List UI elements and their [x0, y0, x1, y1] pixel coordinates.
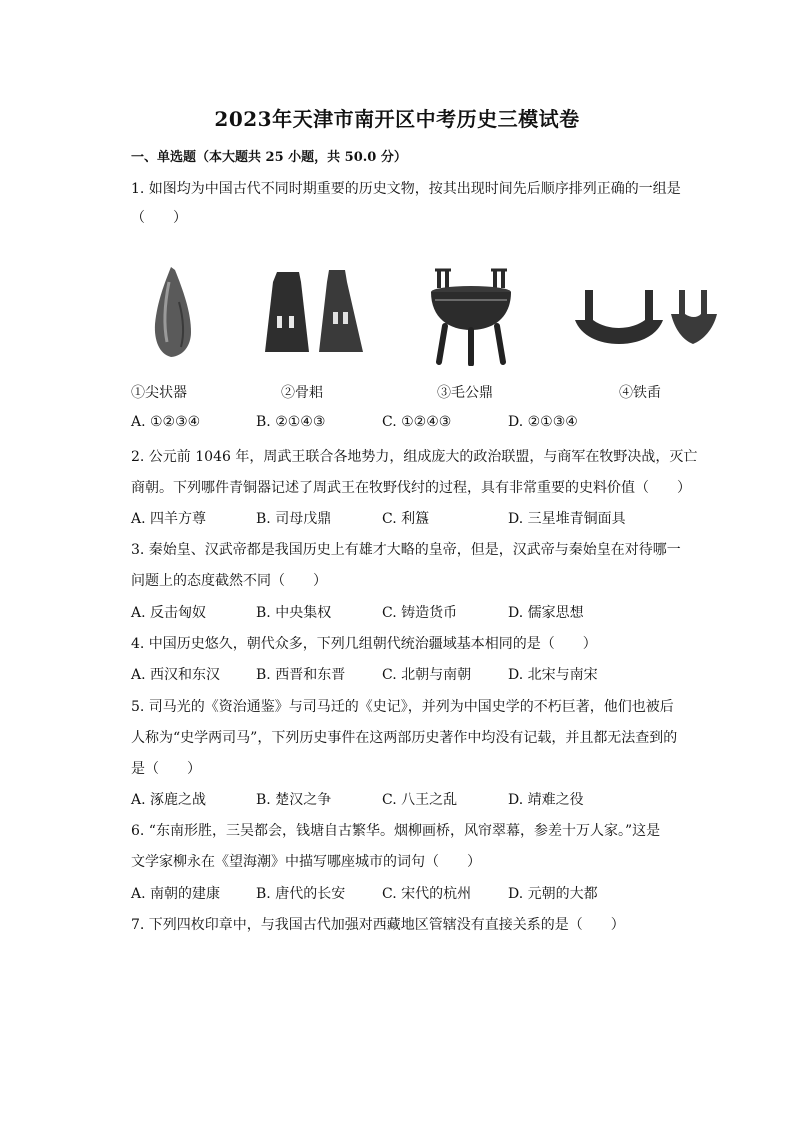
q1-option-d[interactable]: D. ②①③④ — [508, 414, 578, 430]
q4-option-b[interactable]: B. 西晋和东晋 — [256, 667, 346, 683]
question-5-options — [131, 789, 701, 809]
q2-option-c[interactable]: C. 利簋 — [382, 511, 430, 527]
question-7-line-1: 7. 下列四枚印章中，与我国古代加强对西藏地区管辖没有直接关系的是（ ） — [131, 917, 625, 933]
q3-option-d[interactable]: D. 儒家思想 — [508, 605, 584, 621]
question-3-options — [131, 602, 701, 622]
artifact-figure — [131, 262, 731, 402]
q2-option-b[interactable]: B. 司母戊鼎 — [256, 511, 332, 527]
question-6-line-2: 文学家柳永在《望海潮》中描写哪座城市的词句（ ） — [131, 854, 481, 870]
q6-option-b[interactable]: B. 唐代的长安 — [256, 886, 346, 902]
question-2-options — [131, 508, 701, 528]
question-4-options — [131, 664, 701, 684]
q6-option-d[interactable]: D. 元朝的大都 — [508, 886, 598, 902]
question-6-line-1: 6. “东南形胜，三吴都会，钱塘自古繁华。烟柳画桥，风帘翠幕，参差十万人家。”这是 — [131, 823, 661, 839]
figure-caption-3: ③毛公鼎 — [437, 385, 493, 401]
question-6-options — [131, 883, 701, 903]
question-5-line-2: 人称为“史学两司马”，下列历史事件在这两部历史著作中均没有记载，并且都无法查到的 — [131, 730, 678, 746]
question-2-line-2: 商朝。下列哪件青铜器记述了周武王在牧野伐纣的过程，具有非常重要的史料价值（ ） — [131, 480, 691, 496]
q4-option-d[interactable]: D. 北宋与南宋 — [508, 667, 598, 683]
q3-option-a[interactable]: A. 反击匈奴 — [131, 605, 207, 621]
question-1-options — [131, 414, 701, 434]
q6-option-a[interactable]: A. 南朝的建康 — [131, 886, 221, 902]
q5-option-c[interactable]: C. 八王之乱 — [382, 792, 458, 808]
question-1-line-2: （ ） — [131, 210, 187, 226]
question-4-line-1: 4. 中国历史悠久，朝代众多，下列几组朝代统治疆域基本相同的是（ ） — [131, 636, 597, 652]
question-5-line-1: 5. 司马光的《资治通鉴》与司马迁的《史记》，并列为中国史学的不朽巨著，他们也被后 — [131, 699, 674, 715]
q2-option-d[interactable]: D. 三星堆青铜面具 — [508, 511, 626, 527]
question-1-line-1: 1. 如图均为中国古代不同时期重要的历史文物，按其出现时间先后顺序排列正确的一组是 — [131, 181, 681, 197]
question-3-line-2: 问题上的态度截然不同（ ） — [131, 573, 327, 589]
figure-caption-2: ②骨耜 — [281, 385, 323, 401]
q3-option-b[interactable]: B. 中央集权 — [256, 605, 332, 621]
question-5-line-3: 是（ ） — [131, 761, 201, 777]
bone-spade-image — [259, 268, 369, 360]
q3-option-c[interactable]: C. 铸造货币 — [382, 605, 458, 621]
question-3-line-1: 3. 秦始皇、汉武帝都是我国历史上有雄才大略的皇帝，但是，汉武帝与秦始皇在对待哪一 — [131, 542, 681, 558]
q2-option-a[interactable]: A. 四羊方尊 — [131, 511, 207, 527]
q5-option-a[interactable]: A. 涿鹿之战 — [131, 792, 207, 808]
section-header: 一、单选题（本大题共 25 小题，共 50.0 分） — [131, 150, 407, 165]
figure-caption-1: ①尖状器 — [131, 385, 187, 401]
q4-option-c[interactable]: C. 北朝与南朝 — [382, 667, 472, 683]
q1-option-c[interactable]: C. ①②④③ — [382, 414, 452, 430]
figure-caption-4: ④铁臿 — [619, 385, 661, 401]
q6-option-c[interactable]: C. 宋代的杭州 — [382, 886, 472, 902]
q5-option-d[interactable]: D. 靖难之役 — [508, 792, 584, 808]
q1-option-b[interactable]: B. ②①④③ — [256, 414, 326, 430]
q4-option-a[interactable]: A. 西汉和东汉 — [131, 667, 221, 683]
question-2-line-1: 2. 公元前 1046 年，周武王联合各地势力，组成庞大的政治联盟，与商军在牧野决战，灭亡 — [131, 449, 698, 465]
q1-option-a[interactable]: A. ①②③④ — [131, 414, 201, 430]
iron-spade-image — [571, 280, 723, 350]
mao-gong-ding-image — [425, 266, 517, 366]
q5-option-b[interactable]: B. 楚汉之争 — [256, 792, 332, 808]
exam-title: 2023年天津市南开区中考历史三模试卷 — [214, 107, 580, 131]
stone-point-tool-image — [139, 262, 209, 362]
